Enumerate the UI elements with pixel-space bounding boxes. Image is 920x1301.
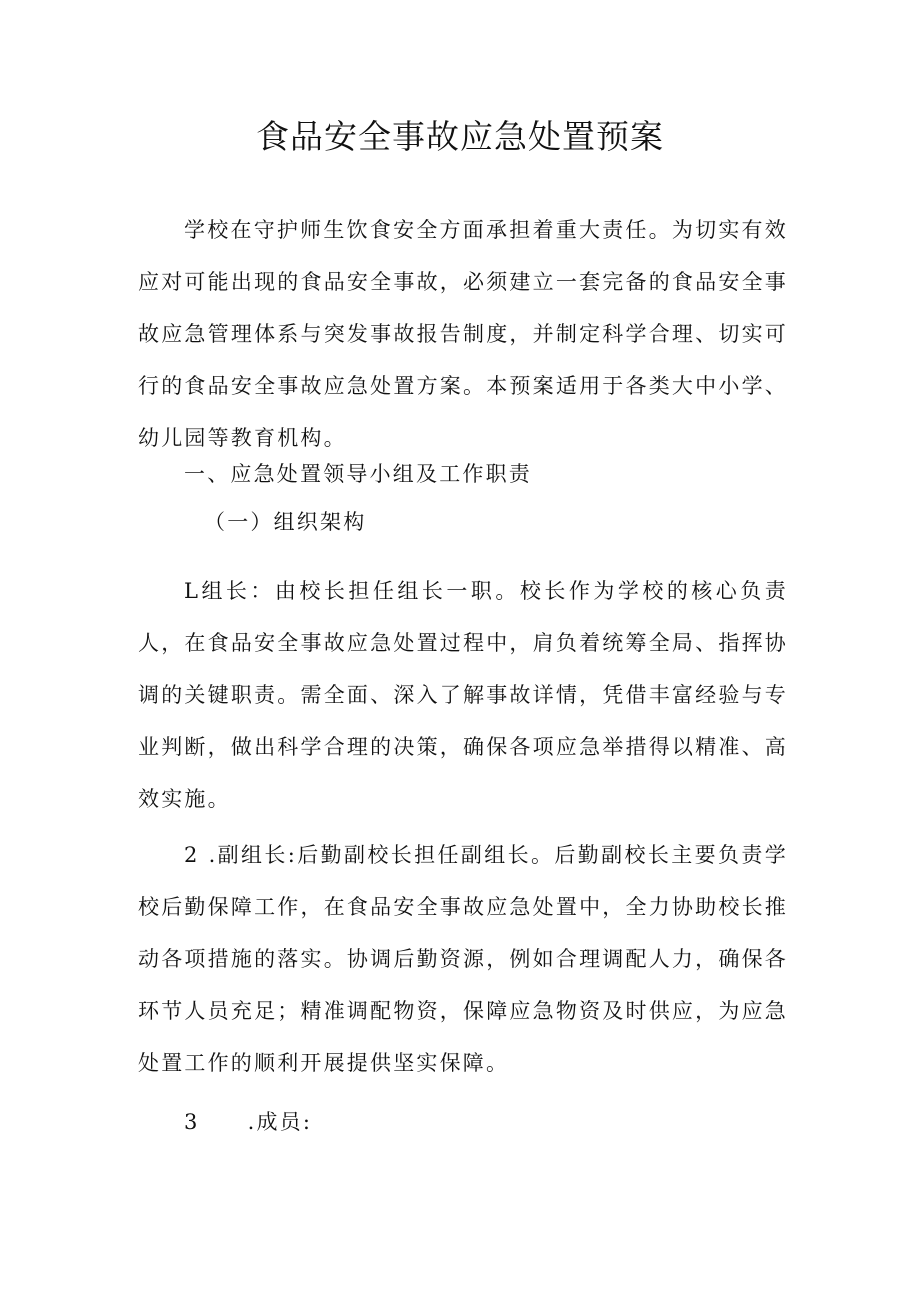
document-title: 食品安全事故应急处置预案 [256, 117, 664, 156]
item-members-label: .成员: [247, 1110, 313, 1134]
item-deputy-leader: 2 .副组长:后勤副校长担任副组长。后勤副校长主要负责学校后勤保障工作，在食品安全事故应急处置中，全力协助校长推动各项措施的落实。协调后勤资源，例如合理调配人力，确保各环节人员充足；精准调配物资，保障应急物资及时供应，为应急处置工作的顺利开展提供坚实保障。 [138, 843, 788, 1075]
section-heading-leadership-group: 一、应急处置领导小组及工作职责 [184, 462, 532, 486]
item-members-number: 3 [184, 1110, 200, 1134]
intro-paragraph: 学校在守护师生饮食安全方面承担着重大责任。为切实有效应对可能出现的食品安全事故，必须建立一套完备的食品安全事故应急管理体系与突发事故报告制度，并制定科学合理、切实可行的食品安全事故应急处置方案。本预案适用于各类大中小学、幼儿园等教育机构。 [138, 218, 788, 450]
item-group-leader: L组长：由校长担任组长一职。校长作为学校的核心负责人，在食品安全事故应急处置过程中，肩负着统筹全局、指挥协调的关键职责。需全面、深入了解事故详情，凭借丰富经验与专业判断，做出科学合理的决策，确保各项应急举措得以精准、高效实施。 [138, 579, 788, 811]
item-members [184, 1096, 312, 1148]
subsection-heading-organization: （一）组织架构 [204, 510, 367, 534]
